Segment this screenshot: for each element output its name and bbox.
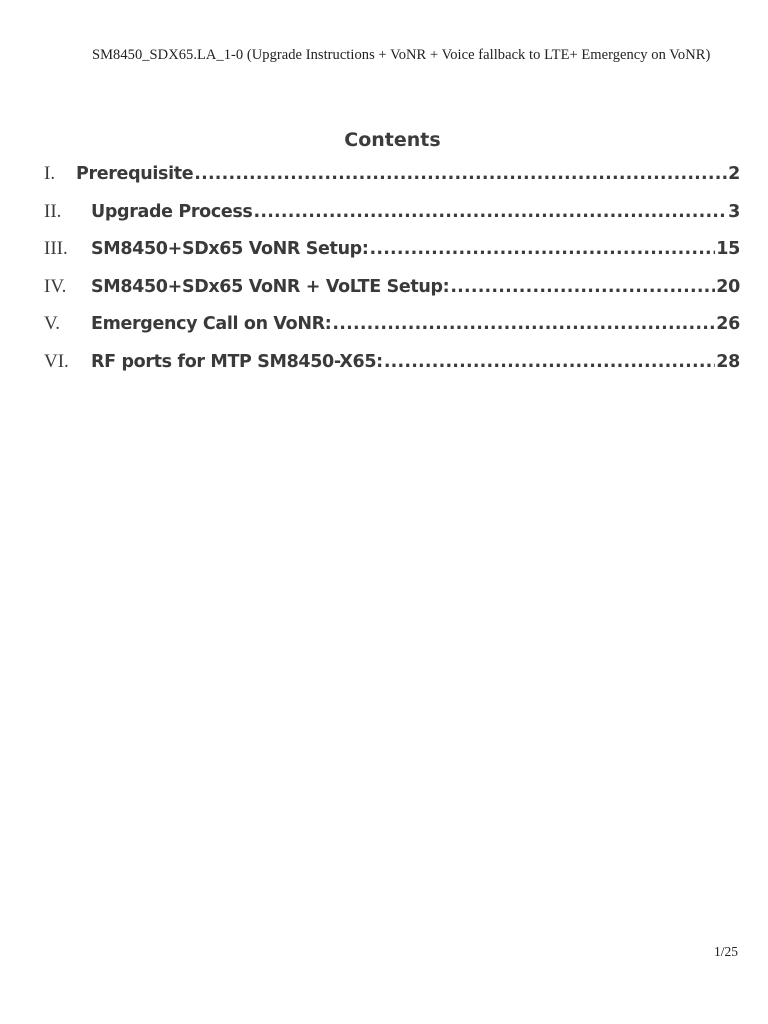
toc-entry-numeral: IV. xyxy=(44,275,67,297)
toc-dot-leader xyxy=(384,348,715,376)
toc-entry-page[interactable]: 28 xyxy=(716,351,740,372)
toc-entry-label[interactable]: SM8450+SDx65 VoNR + VoLTE Setup: xyxy=(91,276,450,297)
toc-entry-page[interactable]: 26 xyxy=(716,314,740,335)
toc-entry-numeral: II. xyxy=(44,200,62,222)
toc-entry-numeral: V. xyxy=(44,313,61,335)
toc-entry-label[interactable]: Upgrade Process xyxy=(91,201,253,222)
toc-dot-leader xyxy=(194,160,727,188)
toc-entry-label[interactable]: Emergency Call on VoNR: xyxy=(91,314,332,335)
toc-entry-emergency-call[interactable] xyxy=(44,310,740,348)
toc-entry-rf-ports[interactable] xyxy=(44,348,740,386)
toc-entry-prerequisite[interactable] xyxy=(44,160,740,198)
running-header: SM8450_SDX65.LA_1-0 (Upgrade Instructions + VoNR + Voice fallback to LTE+ Emergency on VoNR) xyxy=(92,47,711,63)
toc-entry-page[interactable]: 15 xyxy=(716,239,740,260)
toc-entry-numeral: VI. xyxy=(44,350,69,372)
toc-dot-leader xyxy=(332,310,715,338)
toc-entry-numeral: I. xyxy=(44,163,56,184)
toc-dot-leader xyxy=(370,235,716,263)
toc-dot-leader xyxy=(450,273,715,301)
table-of-contents xyxy=(44,160,740,386)
toc-entry-label[interactable]: RF ports for MTP SM8450-X65: xyxy=(91,351,383,372)
toc-dot-leader xyxy=(254,198,728,226)
toc-entry-upgrade-process[interactable] xyxy=(44,198,740,236)
page-number: 1/25 xyxy=(713,944,738,959)
toc-entry-page[interactable]: 2 xyxy=(728,164,740,184)
toc-entry-numeral: III. xyxy=(44,238,68,260)
toc-entry-label[interactable]: SM8450+SDx65 VoNR Setup: xyxy=(91,239,369,260)
toc-entry-page[interactable]: 20 xyxy=(716,276,740,297)
toc-entry-page[interactable]: 3 xyxy=(728,201,740,222)
toc-entry-label[interactable]: Prerequisite xyxy=(76,164,194,184)
toc-title: Contents xyxy=(344,129,441,151)
toc-entry-vonr-setup[interactable] xyxy=(44,235,740,273)
toc-entry-vonr-volte-setup[interactable] xyxy=(44,273,740,311)
